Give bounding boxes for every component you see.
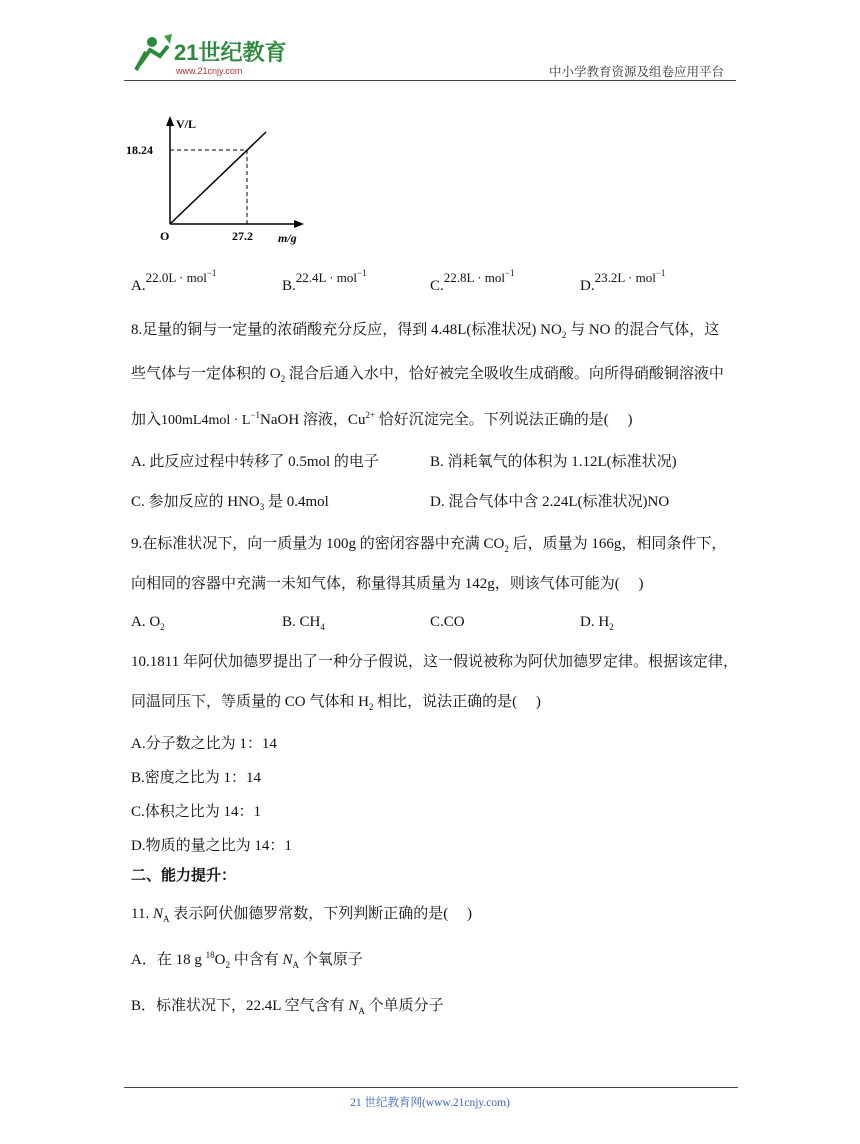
q7-option-a[interactable]: A.22.0L · mol$^{-1}$ bbox=[131, 268, 217, 294]
y-axis-label: V/L bbox=[176, 117, 197, 131]
x-axis-arrow bbox=[294, 220, 304, 228]
header-platform-name: 中小学教育资源及组卷应用平台 bbox=[548, 64, 724, 79]
logo-text: 21世纪教育 bbox=[174, 40, 287, 65]
logo-url: www.21cnjy.com bbox=[176, 66, 243, 76]
y-tick-label: 18.24 bbox=[126, 143, 153, 157]
x-tick-label: 27.2 bbox=[232, 229, 253, 243]
q7-option-b[interactable]: B.22.4L · mol$^{-1}$ bbox=[282, 268, 367, 294]
data-line bbox=[170, 132, 266, 224]
q8-option-b[interactable]: B. 消耗氧气的体积为 1.12L(标准状况) bbox=[430, 454, 677, 470]
q11-option-a[interactable]: A．在 18 g $^{18}O_2$ 中含有 $N_A$ 个氧原子 bbox=[131, 950, 363, 970]
q7-option-c[interactable]: C.22.8L · mol$^{-1}$ bbox=[430, 268, 515, 294]
q8-stem-line1: 8.足量的铜与一定量的浓硝酸充分反应，得到 4.48L(标准状况) $NO_2$ 与 NO 的混合气体，这 bbox=[131, 322, 720, 340]
q11-stem: 11. $N_A$ 表示阿伏伽德罗常数，下列判断正确的是( ) bbox=[131, 906, 472, 924]
footer-divider bbox=[124, 1087, 738, 1088]
q10-stem-line2: 同温同压下，等质量的 CO 气体和 $H_2$ 相比，说法正确的是( ) bbox=[131, 694, 541, 712]
section-heading: 二、能力提升： bbox=[131, 868, 237, 884]
header-divider bbox=[124, 80, 736, 81]
x-axis-label: m/g bbox=[278, 231, 297, 245]
q11-option-b[interactable]: B．标准状况下，22.4L 空气含有 $N_A$ 个单质分子 bbox=[131, 998, 444, 1016]
q8-stem-line3: 加入$100mL4mol \cdot L^{-1}NaOH$ 溶液，$Cu^{2+}$ 恰好沉淀完全。下列说法正确的是( ) bbox=[131, 410, 633, 428]
q7-option-d[interactable]: D.23.2L · mol$^{-1}$ bbox=[580, 268, 666, 294]
footer-link[interactable]: 21 世纪教育网(www.21cnjy.com) bbox=[350, 1097, 510, 1109]
q9-option-b[interactable]: B. $CH_4$ bbox=[282, 614, 325, 632]
y-axis-arrow bbox=[166, 116, 174, 126]
origin-label: O bbox=[160, 229, 170, 243]
q10-option-d[interactable]: D.物质的量之比为 14：1 bbox=[131, 838, 292, 854]
q10-option-b[interactable]: B.密度之比为 1：14 bbox=[131, 770, 262, 786]
q10-stem-line1: 10.1811 年阿伏加德罗提出了一种分子假说，这一假说被称为阿伏加德罗定律。根据该定律， bbox=[131, 654, 738, 670]
q10-option-a[interactable]: A.分子数之比为 1：14 bbox=[131, 736, 277, 752]
q9-option-d[interactable]: D. $H_2$ bbox=[580, 614, 614, 632]
site-logo bbox=[124, 30, 294, 80]
q8-option-d[interactable]: D. 混合气体中含 2.24L(标准状况)NO bbox=[430, 494, 670, 510]
q8-option-a[interactable]: A. 此反应过程中转移了 0.5mol 的电子 bbox=[131, 454, 379, 470]
q9-stem-line2: 向相同的容器中充满一未知气体，称量得其质量为 142g，则该气体可能为( ) bbox=[131, 576, 644, 592]
q9-option-a[interactable]: A. $O_2$ bbox=[131, 614, 165, 632]
q8-stem-line2: 些气体与一定体积的 $O_2$ 混合后通入水中，恰好被完全吸收生成硝酸。向所得硝酸铜溶液中 bbox=[131, 366, 724, 384]
q9-stem-line1: 9.在标准状况下，向一质量为 100g 的密闭容器中充满 $CO_2$ 后，质量为 166g，相同条件下， bbox=[131, 536, 727, 554]
q9-option-c[interactable]: C.CO bbox=[430, 614, 465, 630]
q10-option-c[interactable]: C.体积之比为 14：1 bbox=[131, 804, 262, 820]
q8-option-c[interactable]: C. 参加反应的 $HNO_3$ 是 0.4mol bbox=[131, 494, 329, 512]
volume-mass-graph bbox=[120, 112, 320, 252]
